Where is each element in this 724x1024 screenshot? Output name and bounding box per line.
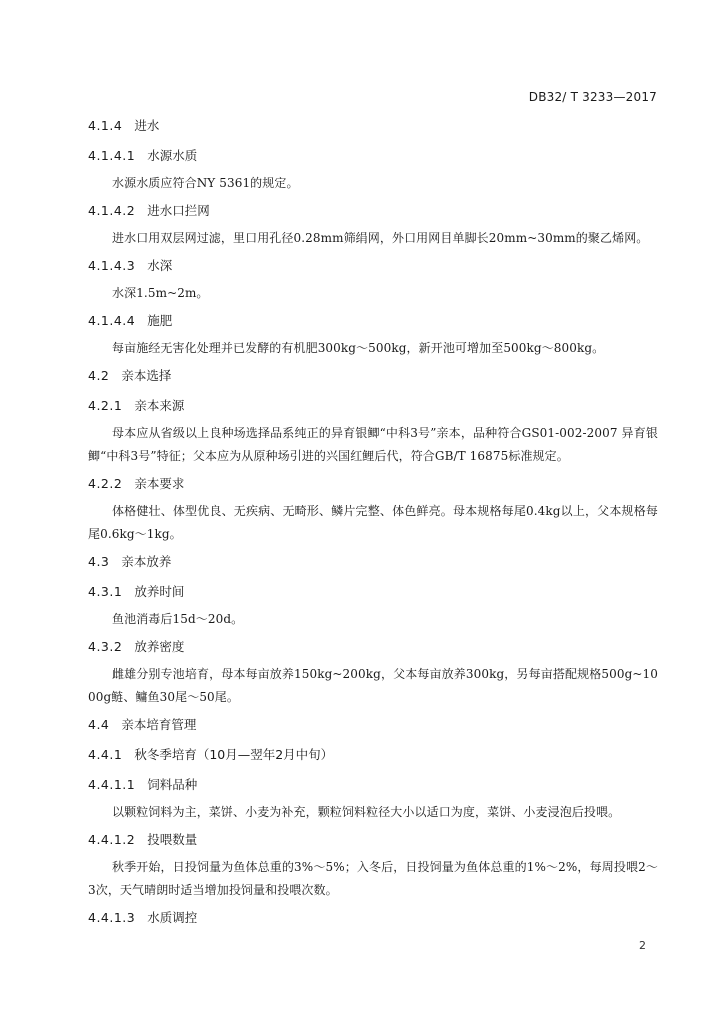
- section-heading: [88, 312, 658, 330]
- section-title: 水深: [147, 258, 173, 273]
- section-number: 4.3.1: [88, 584, 123, 599]
- section-heading: [88, 746, 658, 764]
- section-number: 4.1.4.3: [88, 258, 136, 273]
- section-number: 4.4.1.3: [88, 910, 136, 925]
- section-heading: [88, 117, 658, 135]
- section-title: 进水: [134, 118, 160, 133]
- page-number: 2: [639, 939, 646, 952]
- section-number: 4.3: [88, 554, 110, 569]
- section-number: 4.4: [88, 717, 110, 732]
- section-number: 4.2.1: [88, 398, 123, 413]
- section-paragraph: 母本应从省级以上良种场选择品系纯正的异育银鲫“中科3号”亲本，品种符合GS01-002-2007 异育银鲫“中科3号”特征；父本应为从原种场引进的兴国红鲤后代，符合GB/T 16875标准规定。: [88, 426, 658, 463]
- section-heading: [88, 716, 658, 734]
- section-paragraph: 水深1.5m~2m。: [112, 286, 209, 300]
- section-number: 4.4.1: [88, 747, 123, 762]
- section-heading: [88, 553, 658, 571]
- section-paragraph: 雌雄分别专池培育，母本每亩放养150kg~200kg，父本每亩放养300kg，另每亩搭配规格500g~1000g鲢、鳙鱼30尾～50尾。: [88, 667, 658, 704]
- section-heading: [88, 202, 658, 220]
- section-paragraph: 体格健壮、体型优良、无疾病、无畸形、鳞片完整、体色鲜亮。母本规格每尾0.4kg以上，父本规格每尾0.6kg～1kg。: [88, 504, 658, 541]
- section-title: 秋冬季培育（10月—翌年2月中旬）: [134, 747, 334, 762]
- section-title: 进水口拦网: [147, 203, 210, 218]
- section-heading: [88, 831, 658, 849]
- section-number: 4.2.2: [88, 476, 123, 491]
- section-number: 4.2: [88, 368, 110, 383]
- section-heading: [88, 367, 658, 385]
- section-title: 放养密度: [134, 639, 185, 654]
- section-title: 投喂数量: [147, 832, 198, 847]
- section-heading: [88, 776, 658, 794]
- section-number: 4.3.2: [88, 639, 123, 654]
- section-title: 水质调控: [147, 910, 198, 925]
- section-heading: [88, 147, 658, 165]
- standard-code: DB32/ T 3233—2017: [528, 90, 657, 104]
- section-number: 4.4.1.1: [88, 777, 136, 792]
- section-paragraph: 每亩施经无害化处理并已发酵的有机肥300kg～500kg，新开池可增加至500kg～800kg。: [112, 341, 605, 355]
- section-heading: [88, 909, 658, 927]
- section-title: 亲本选择: [121, 368, 172, 383]
- section-paragraph: 水源水质应符合NY 5361的规定。: [112, 176, 299, 190]
- section-heading: [88, 638, 658, 656]
- section-title: 水源水质: [147, 148, 198, 163]
- section-heading: [88, 583, 658, 601]
- section-number: 4.1.4: [88, 118, 123, 133]
- section-title: 施肥: [147, 313, 173, 328]
- section-title: 饲料品种: [147, 777, 198, 792]
- section-heading: [88, 475, 658, 493]
- section-paragraph: 鱼池消毒后15d～20d。: [112, 612, 244, 626]
- section-number: 4.1.4.4: [88, 313, 136, 328]
- section-paragraph: 秋季开始，日投饲量为鱼体总重的3%～5%；入冬后，日投饲量为鱼体总重的1%～2%，每周投喂2～3次，天气晴朗时适当增加投饲量和投喂次数。: [88, 860, 658, 897]
- section-number: 4.1.4.2: [88, 203, 136, 218]
- section-heading: [88, 257, 658, 275]
- section-title: 亲本放养: [121, 554, 172, 569]
- section-title: 亲本培育管理: [121, 717, 197, 732]
- section-paragraph: 以颗粒饲料为主，菜饼、小麦为补充，颗粒饲料粒径大小以适口为度，菜饼、小麦浸泡后投喂。: [112, 805, 621, 819]
- section-paragraph: 进水口用双层网过滤，里口用孔径0.28mm筛绢网，外口用网目单脚长20mm~30mm的聚乙烯网。: [112, 231, 649, 245]
- section-number: 4.1.4.1: [88, 148, 136, 163]
- document-body: [88, 117, 658, 939]
- section-title: 亲本要求: [134, 476, 185, 491]
- section-heading: [88, 397, 658, 415]
- section-title: 亲本来源: [134, 398, 185, 413]
- section-number: 4.4.1.2: [88, 832, 136, 847]
- section-title: 放养时间: [134, 584, 185, 599]
